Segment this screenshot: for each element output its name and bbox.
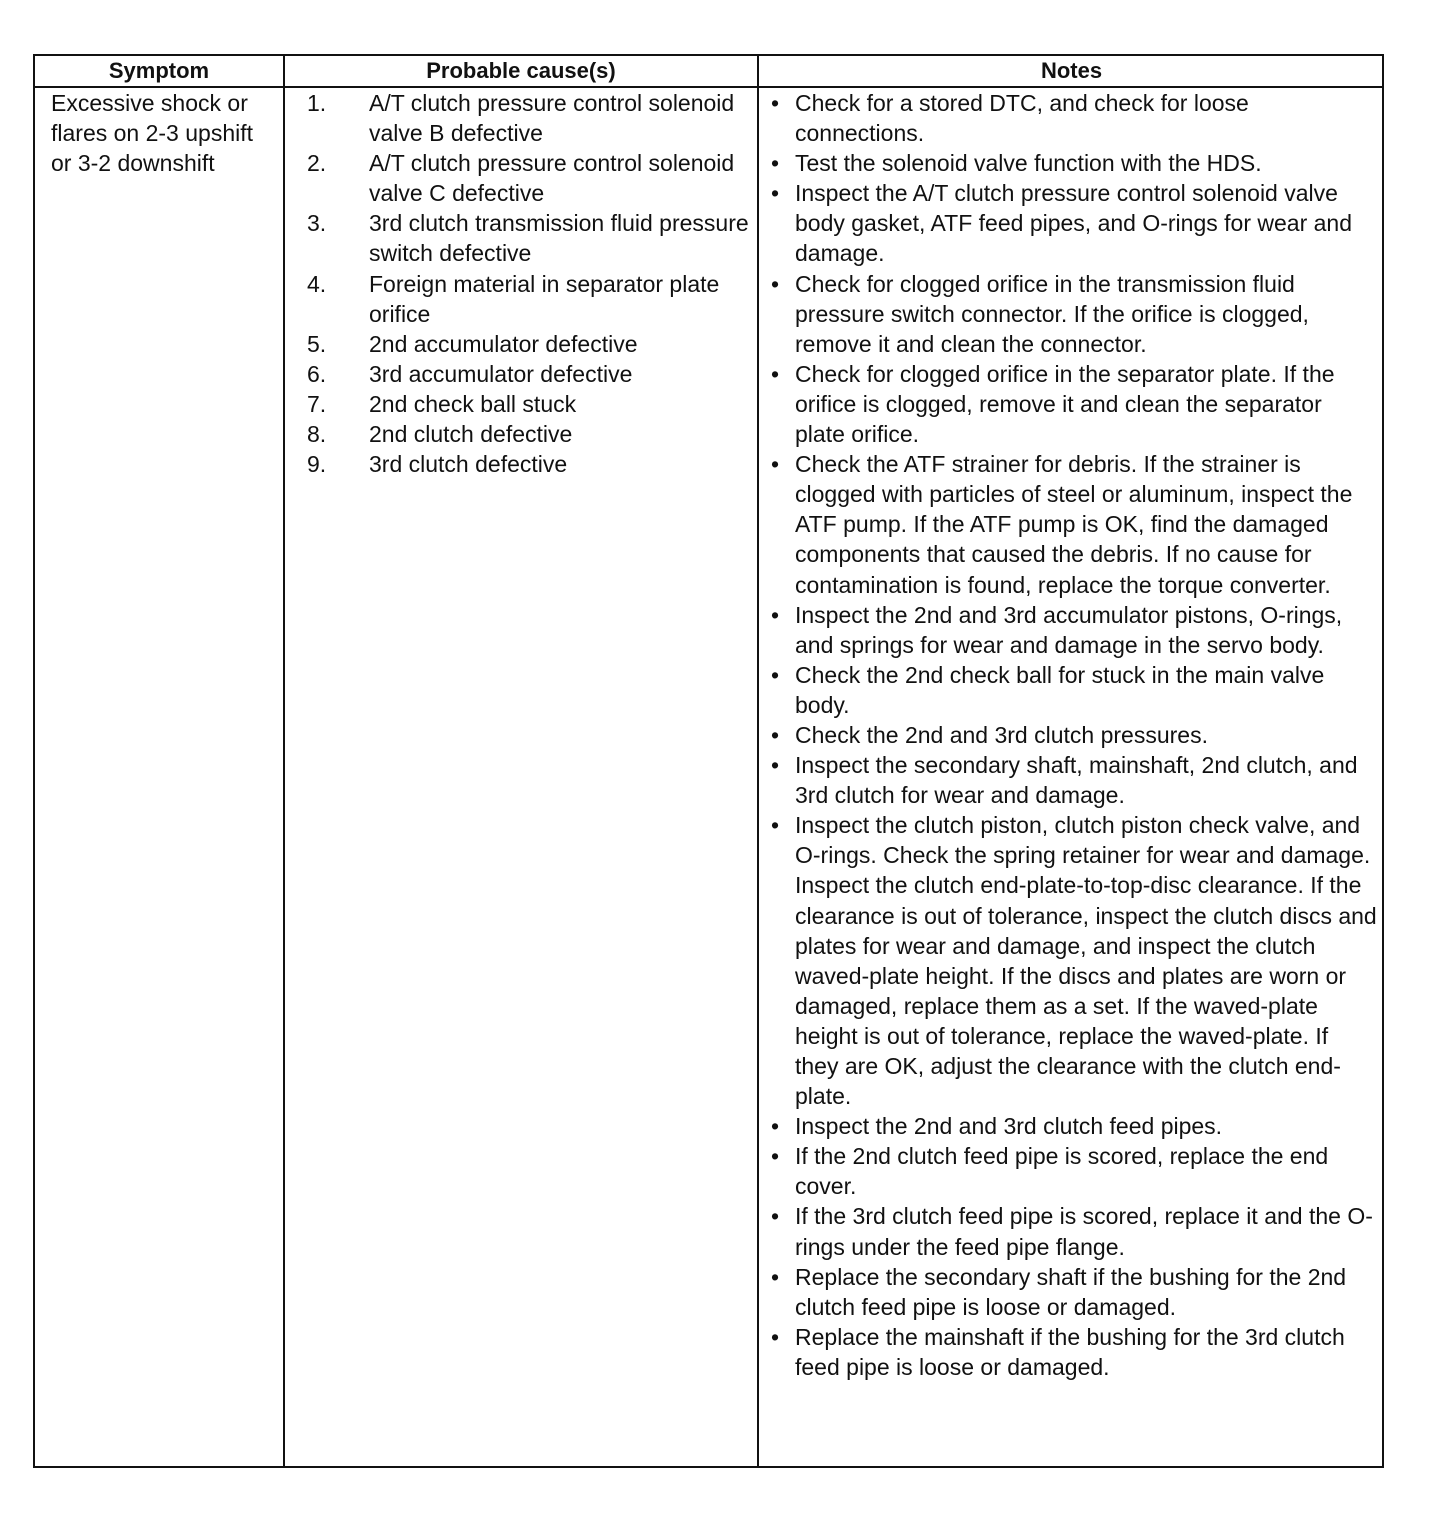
cause-text: A/T clutch pressure control solenoid valve C defective [369,150,735,207]
notes-cell [771,88,1377,1382]
bullet-icon: • [771,1143,780,1170]
cause-item [307,419,753,449]
header-notes: Notes [1040,58,1103,83]
bullet-icon: • [771,1323,780,1350]
note-item [771,449,1377,599]
bullet-icon: • [771,1113,780,1140]
note-item [771,600,1377,660]
bullet-icon: • [771,752,780,779]
symptom-cell: Excessive shock or flares on 2-3 upshift or 3-2 downshift [51,90,254,177]
note-text: If the 2nd clutch feed pipe is scored, replace the end cover. [795,1143,1329,1200]
cause-item [307,208,753,268]
cause-item [307,449,753,479]
bullet-icon: • [771,601,780,628]
note-text: Check the ATF strainer for debris. If the strainer is clogged with particles of steel or aluminum, inspect the ATF pump. If the ATF pump is OK, find the damaged components that caused the debris. If no cause for contamination is found, replace the torque converter. [795,451,1353,598]
cause-number: 9. [307,451,327,478]
note-text: Replace the secondary shaft if the bushing for the 2nd clutch feed pipe is loose or damaged. [795,1263,1347,1320]
cause-number: 3. [307,210,327,237]
note-item [771,88,1377,148]
bullet-icon: • [771,360,780,387]
note-text: Replace the mainshaft if the bushing for the 3rd clutch feed pipe is loose or damaged. [795,1323,1345,1380]
note-text: Inspect the 2nd and 3rd clutch feed pipes. [795,1113,1223,1140]
note-item [771,359,1377,449]
causes-cell [307,88,753,479]
header-symptom: Symptom [108,58,210,83]
bullet-icon: • [771,812,780,839]
cause-item [307,389,753,419]
cause-number: 6. [307,360,327,387]
bullet-icon: • [771,1203,780,1230]
cause-item [307,88,753,148]
cause-text: A/T clutch pressure control solenoid valve B defective [369,90,735,147]
cause-text: 3rd clutch defective [369,451,568,478]
note-text: Inspect the clutch piston, clutch piston check valve, and O-rings. Check the spring retainer for wear and damage. Inspect the clutch end-plate-to-top-disc clearance. If the clearance is out of tolerance, inspect the clutch discs and plates for wear and damage, and inspect the clutch waved-plate height. If the discs and plates are worn or damaged, replace them as a set. If the waved-plate height is out of tolerance, replace the waved-plate. If they are OK, adjust the clearance with the clutch end-plate. [795,812,1377,1110]
cause-text: 2nd accumulator defective [369,330,638,357]
cause-item [307,359,753,389]
cause-number: 4. [307,270,327,297]
bullet-icon: • [771,451,780,478]
column-divider-2 [757,56,759,1466]
cause-number: 8. [307,421,327,448]
note-item [771,269,1377,359]
bullet-icon: • [771,90,780,116]
header-probable-causes: Probable cause(s) [426,58,616,83]
troubleshooting-table [33,54,1384,1468]
note-text: Check for a stored DTC, and check for loose connections. [795,90,1249,147]
cause-text: 2nd check ball stuck [369,390,577,417]
cause-text: 3rd accumulator defective [369,360,633,387]
bullet-icon: • [771,661,780,688]
cause-text: 2nd clutch defective [369,421,573,448]
cause-item [307,329,753,359]
note-text: Inspect the secondary shaft, mainshaft, 2nd clutch, and 3rd clutch for wear and damage. [795,752,1358,809]
bullet-icon: • [771,1263,780,1290]
note-item [771,720,1377,750]
note-text: Check for clogged orifice in the separator plate. If the orifice is clogged, remove it and clean the separator plate orifice. [795,360,1335,448]
note-item [771,750,1377,810]
note-text: Check the 2nd check ball for stuck in the main valve body. [795,661,1325,718]
cause-text: Foreign material in separator plate orifice [369,270,720,327]
note-text: Check the 2nd and 3rd clutch pressures. [795,721,1208,748]
note-item [771,148,1377,178]
cause-number: 5. [307,330,327,357]
bullet-icon: • [771,270,780,297]
cause-item [307,148,753,208]
column-divider-1 [283,56,285,1466]
note-item [771,660,1377,720]
note-text: Inspect the A/T clutch pressure control solenoid valve body gasket, ATF feed pipes, and O-rings for wear and damage. [795,180,1352,267]
note-item [771,810,1377,1111]
note-item [771,1262,1377,1322]
note-item [771,1141,1377,1201]
cause-number: 1. [307,90,327,116]
bullet-icon: • [771,180,780,207]
bullet-icon: • [771,721,780,748]
note-item [771,1111,1377,1141]
note-item [771,1322,1377,1382]
note-text: If the 3rd clutch feed pipe is scored, replace it and the O-rings under the feed pipe flange. [795,1203,1373,1260]
note-text: Check for clogged orifice in the transmission fluid pressure switch connector. If the orifice is clogged, remove it and clean the connector. [795,270,1309,357]
bullet-icon: • [771,150,780,177]
cause-number: 2. [307,150,327,177]
note-item [771,178,1377,268]
note-text: Test the solenoid valve function with the HDS. [795,150,1262,177]
cause-item [307,269,753,329]
note-text: Inspect the 2nd and 3rd accumulator pistons, O-rings, and springs for wear and damage in the servo body. [795,601,1343,658]
note-item [771,1201,1377,1261]
cause-number: 7. [307,390,327,417]
cause-text: 3rd clutch transmission fluid pressure switch defective [369,210,749,267]
